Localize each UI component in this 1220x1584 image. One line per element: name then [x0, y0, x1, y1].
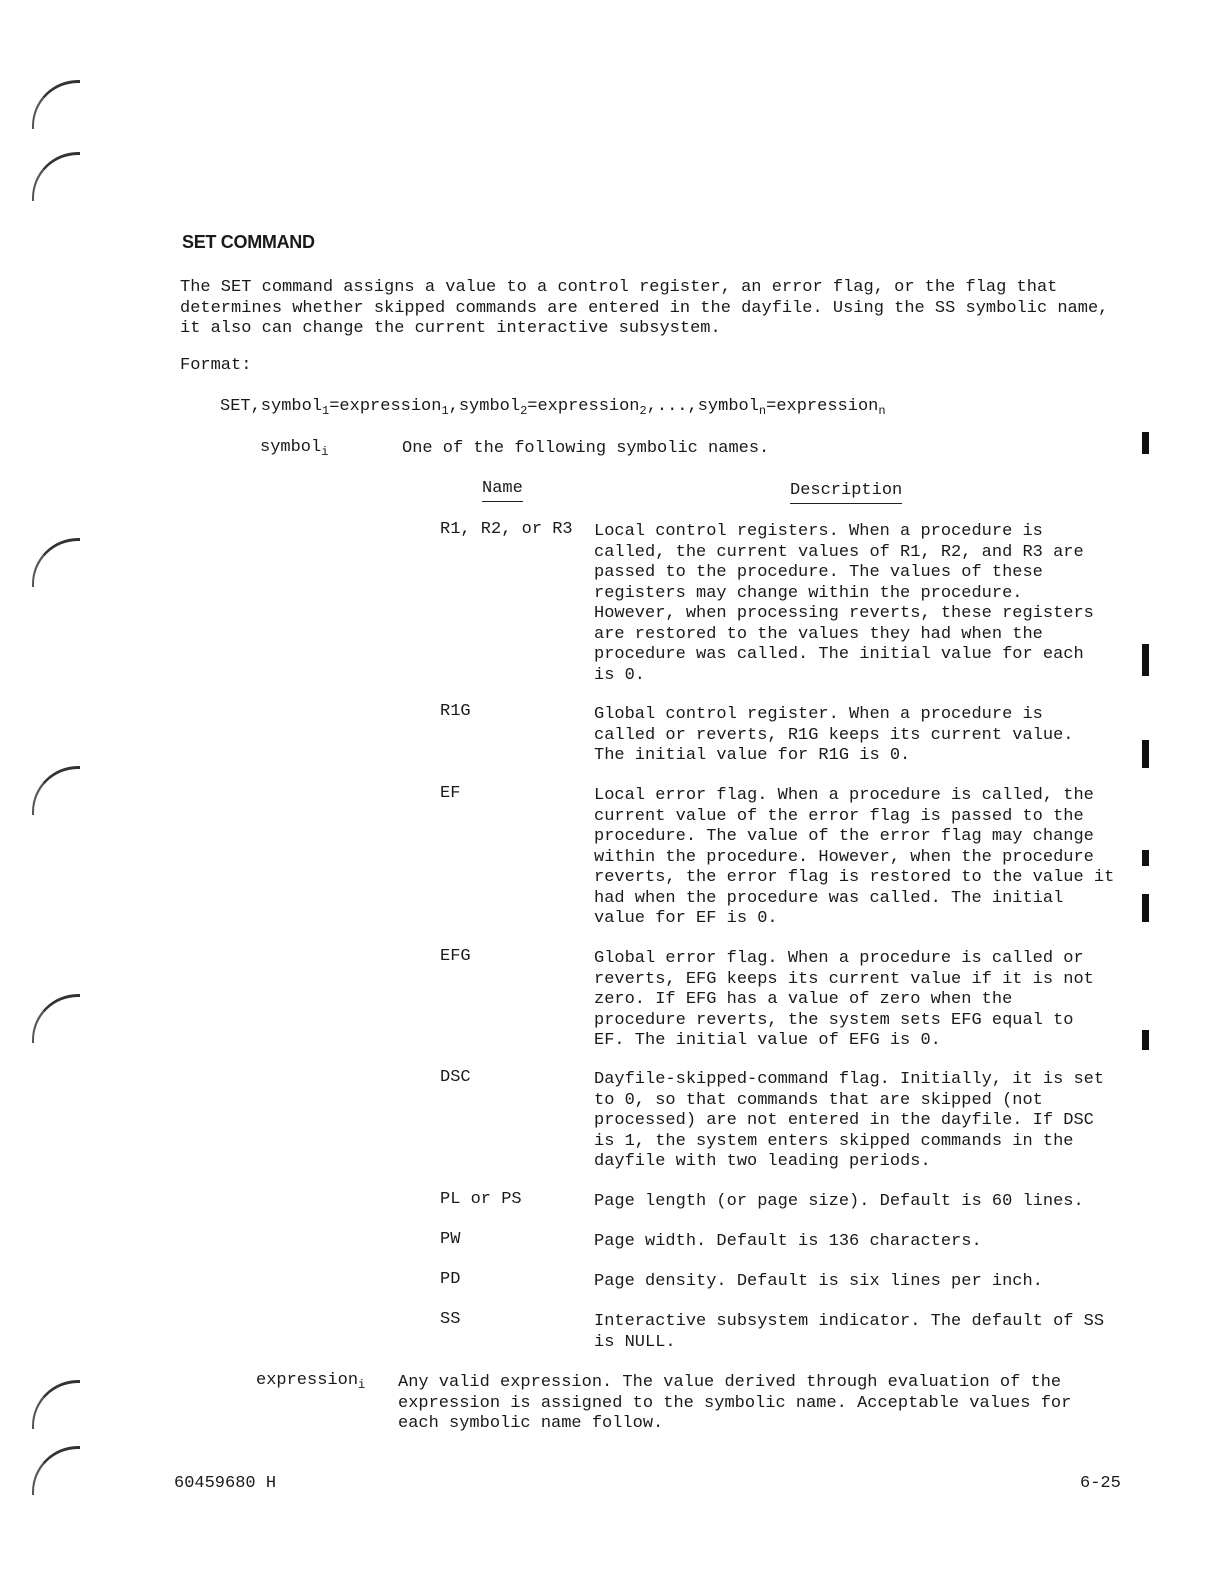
intro-paragraph: The SET command assigns a value to a control register, an error flag, or the flag that determines whether skipped commands are entered in the dayfile. Using the SS symbolic name, it also can change the current interactive subsystem. — [180, 278, 1109, 338]
symbol-description: One of the following symbolic names. — [402, 439, 770, 458]
row-name: R1G — [440, 702, 471, 721]
row-name: EFG — [440, 947, 471, 966]
row-name: R1, R2, or R3 — [440, 520, 573, 539]
symbol-term: symbol$_i$ — [260, 438, 329, 459]
section-heading: SET COMMAND — [182, 232, 315, 252]
expression-term: expression$_i$ — [256, 1371, 366, 1392]
row-description: Local control registers. When a procedure is called, the current values of R1, R2, and R3 are passed to the procedure. The values of these registers may change within the procedure. However, when processing reverts, these registers are restored to the values they had when the procedure was called. The initial value for each is 0. — [594, 522, 1094, 685]
row-name: EF — [440, 784, 461, 803]
row-description: Interactive subsystem indicator. The default of SS is NULL. — [594, 1312, 1105, 1352]
column-header-description: Description — [790, 481, 902, 504]
change-bar — [1142, 644, 1149, 676]
row-description: Page length (or page size). Default is 60 lines. — [594, 1192, 1084, 1211]
row-description: Page width. Default is 136 characters. — [594, 1232, 982, 1251]
change-bar — [1142, 850, 1149, 866]
binder-hole-mark — [32, 80, 80, 129]
format-syntax: SET,symbol$_1$=expression$_1$,symbol$_2$=expression$_2$,...,symbol$_n$=expression$_n$ — [220, 397, 886, 418]
change-bar — [1142, 432, 1149, 454]
row-name: PW — [440, 1230, 461, 1249]
row-name: SS — [440, 1310, 461, 1329]
expression-description: Any valid expression. The value derived through evaluation of the expression is assigned to the symbolic name. Acceptable values for each symbolic name follow. — [398, 1373, 1072, 1433]
binder-hole-mark — [32, 994, 80, 1043]
row-description: Global control register. When a procedure is called or reverts, R1G keeps its current value. The initial value for R1G is 0. — [594, 705, 1074, 765]
row-description: Page density. Default is six lines per inch. — [594, 1272, 1043, 1291]
binder-hole-mark — [32, 152, 80, 201]
change-bar — [1142, 894, 1149, 922]
binder-hole-mark — [32, 766, 80, 815]
format-label: Format: — [180, 356, 252, 375]
row-description: Dayfile-skipped-command flag. Initially, it is set to 0, so that commands that are skipped (not processed) are not entered in the dayfile. If DSC is 1, the system enters skipped commands in the dayfile with two leading periods. — [594, 1070, 1105, 1171]
change-bar — [1142, 740, 1149, 768]
row-name: PL or PS — [440, 1190, 522, 1209]
page-number: 6-25 — [1080, 1474, 1121, 1493]
row-name: PD — [440, 1270, 461, 1289]
binder-hole-mark — [32, 1446, 80, 1495]
row-description: Global error flag. When a procedure is called or reverts, EFG keeps its current value if it is not zero. If EFG has a value of zero when the procedure reverts, the system sets EFG equal to EF. The initial value of EFG is 0. — [594, 949, 1094, 1050]
change-bar — [1142, 1030, 1149, 1050]
binder-hole-mark — [32, 538, 80, 587]
document-number: 60459680 H — [174, 1474, 277, 1493]
row-description: Local error flag. When a procedure is called, the current value of the error flag is passed to the procedure. The value of the error flag may change within the procedure. However, when the procedure reverts, the error flag is restored to the value it had when the procedure was called. The initial value for EF is 0. — [594, 786, 1115, 928]
binder-hole-mark — [32, 1380, 80, 1429]
row-name: DSC — [440, 1068, 471, 1087]
column-header-name: Name — [482, 479, 523, 502]
